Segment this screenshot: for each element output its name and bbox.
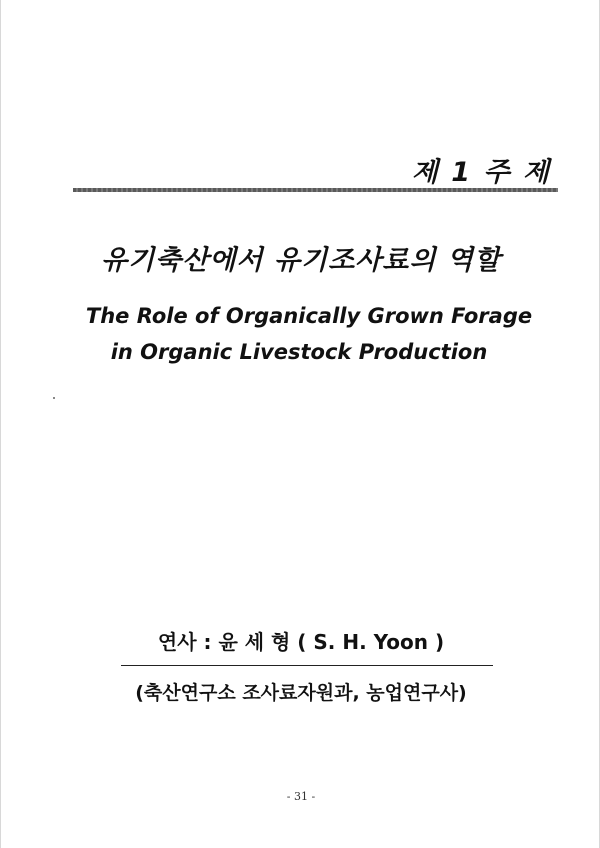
speaker-line: 연사 : 윤 세 형 ( S. H. Yoon ) [157,630,445,654]
scan-speck [53,397,55,399]
speaker-affiliation: (축산연구소 조사료자원과, 농업연구사) [135,682,467,704]
topic-divider [73,188,558,192]
english-title-line-1: The Role of Organically Grown Forage [85,304,533,328]
speaker-divider [121,665,493,666]
korean-title: 유기축산에서 유기조사료의 역할 [101,245,501,276]
page-number: - 31 - [286,790,316,803]
english-title-line-2: in Organic Livestock Production [110,340,488,364]
topic-label: 제 1 주 제 [411,157,551,188]
